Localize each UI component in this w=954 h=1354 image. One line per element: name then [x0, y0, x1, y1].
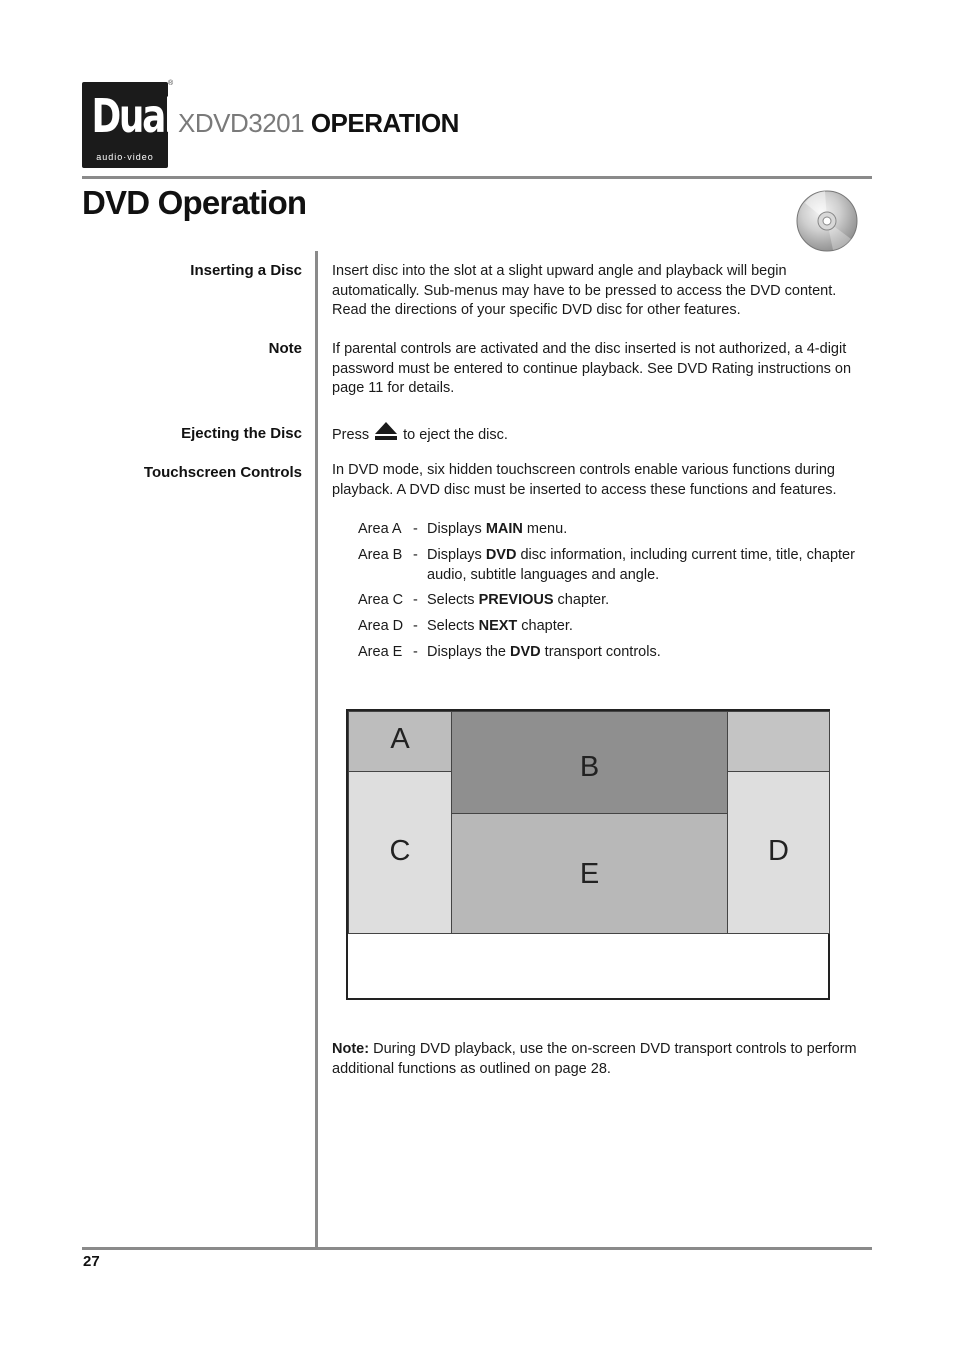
footer-note-label: Note: — [332, 1041, 370, 1057]
zone-c — [348, 771, 452, 934]
label-note: Note — [268, 340, 302, 357]
note-text: If parental controls are activated and the disc inserted is not authorized, a 4-digit password must be entered to continue playback. See DVD Rating instructions on page 11 for details. — [332, 341, 852, 396]
header-title — [178, 108, 459, 139]
area-description: Selects NEXT chapter. — [427, 618, 573, 634]
zone-d — [727, 771, 830, 934]
label-touchscreen-controls: Touchscreen Controls — [143, 464, 302, 481]
zone-a — [348, 711, 452, 772]
logo-subtext: audio·video — [96, 152, 154, 162]
logo-wordmark: Dual — [91, 89, 174, 143]
area-description: Displays the DVD transport controls. — [427, 644, 661, 660]
zone-b-label: B — [579, 751, 600, 783]
area-dash: - — [413, 547, 418, 563]
area-name: Area E — [358, 644, 403, 660]
eject-text-before: Press — [332, 427, 370, 443]
area-name: Area D — [358, 618, 404, 634]
area-description: Displays MAIN menu. — [427, 521, 568, 537]
footer-note-text: During DVD playback, use the on-screen DVD transport controls to perform additional functions as outlined on page 28. — [332, 1041, 857, 1077]
label-ejecting-disc: Ejecting the Disc — [181, 425, 302, 442]
area-name: Area B — [358, 547, 403, 563]
area-dash: - — [413, 618, 418, 634]
eject-icon — [375, 422, 397, 442]
dual-logo — [82, 82, 174, 168]
page-number: 27 — [83, 1253, 100, 1270]
zone-top-right — [727, 711, 830, 772]
registered-mark: ® — [168, 80, 174, 87]
inserting-disc-text: Insert disc into the slot at a slight upward angle and playback will begin automatically. Sub-menus may have to be pressed to access the DVD content. Read the directions of your specific DVD disc for other features. — [332, 263, 837, 318]
footer-note — [332, 1040, 872, 1079]
dvd-disc-icon — [795, 189, 859, 253]
touchscreen-area-diagram — [346, 709, 830, 1000]
section-name: OPERATION — [310, 108, 459, 138]
zone-d-label: D — [768, 835, 789, 867]
touchscreen-text: In DVD mode, six hidden touchscreen controls enable various functions during playback. A DVD disc must be inserted to access these functions and features. — [332, 462, 837, 498]
zone-c-label: C — [389, 835, 411, 867]
area-dash: - — [413, 644, 418, 660]
bottom-divider — [82, 1247, 872, 1250]
area-description: Selects PREVIOUS chapter. — [427, 592, 610, 608]
ejecting-disc-text — [332, 422, 872, 446]
area-dash: - — [413, 592, 418, 608]
model-number: XDVD3201 — [178, 108, 305, 138]
area-dash: - — [413, 521, 418, 537]
area-name: Area A — [358, 521, 402, 537]
zone-e-label: E — [579, 858, 600, 890]
eject-text-after: to eject the disc. — [403, 427, 508, 443]
area-name: Area C — [358, 592, 404, 608]
zone-b — [451, 711, 728, 814]
zone-a-label: A — [390, 723, 410, 755]
area-description: Displays DVD disc information, including current time, title, chapter audio, subtitle languages and angle. — [427, 547, 855, 583]
top-divider — [82, 176, 872, 179]
column-divider — [315, 251, 318, 1247]
page-title: DVD Operation — [82, 184, 307, 221]
zone-e — [451, 813, 728, 934]
label-inserting-disc: Inserting a Disc — [190, 262, 302, 279]
